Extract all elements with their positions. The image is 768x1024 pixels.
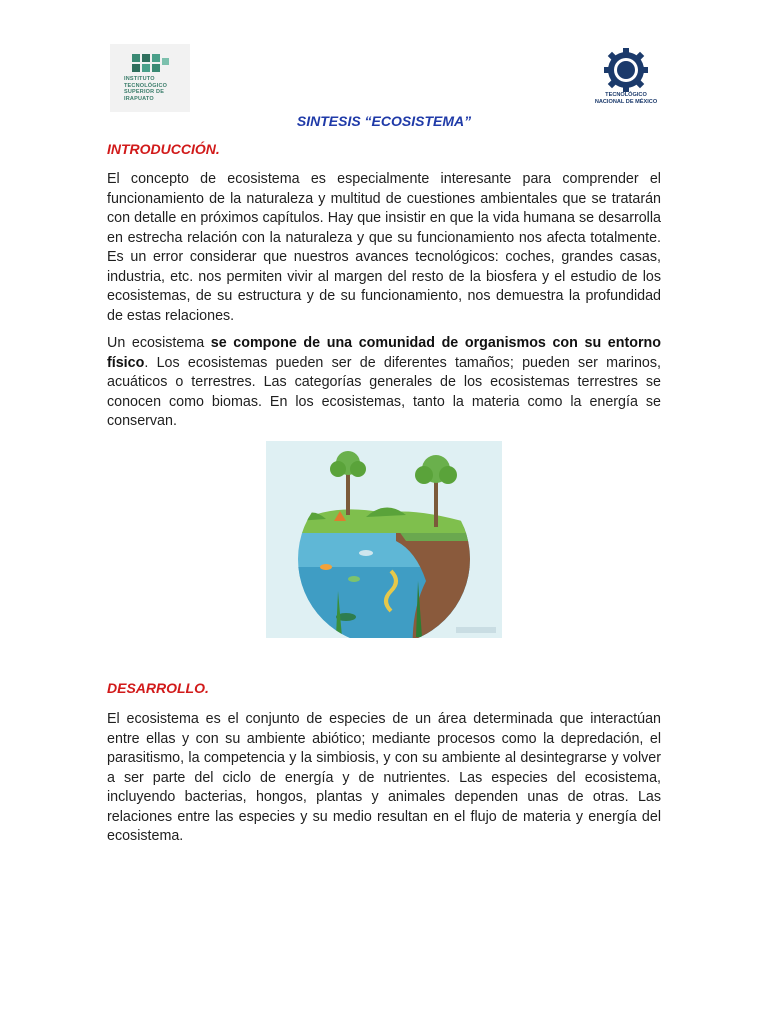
- itsi-cube-icon: [128, 52, 172, 74]
- tecnm-line2: NACIONAL DE MÉXICO: [594, 98, 658, 105]
- tecnm-logo-text: [580, 92, 672, 105]
- tecnm-logo: [580, 48, 672, 110]
- intro-paragraph: El concepto de ecosistema es especialmente interesante para comprender el funcionamiento de la naturaleza y multitud de cuestiones ambientales que se tratarán con detalle en próximos capítulos. Hay que insistir en que la vida humana se desarrolla en estrecha relación con la naturaleza y que su funcionamiento nos afecta totalmente. Es un error considerar que nuestros avances tecnológicos: coches, grandes casas, industria, etc. nos permiten vivir al margen del resto de la biosfera y el estudio de los ecosistemas, de su estructura y de su funcionamiento, nos demuestra la profundidad de estas relaciones.: [107, 171, 661, 324]
- definition-paragraph: [107, 334, 661, 432]
- development-paragraph: El ecosistema es el conjunto de especies de un área determinada que interactúan entre ellas y con su ambiente abiótico; mediante procesos como la depredación, el parasitismo, la competencia y la simbiosis, y con su ambiente al desintegrarse y volver a ser parte del ciclo de energía y de nutrientes. Las especies del ecosistema, incluyendo bacterias, hongos, plantas y animales dependen unas de otras. Las relaciones entre las especies y su medio resultan en el flujo de materia y energía del ecosistema.: [107, 711, 661, 844]
- tecnm-line1: TECNOLÓGICO: [605, 92, 647, 98]
- gear-emblem-icon: [602, 48, 650, 92]
- ecosystem-illustration: [266, 441, 502, 638]
- development-heading: DESARROLLO.: [107, 680, 209, 696]
- definition-bold-text: se compone de una comunidad de organismos con su entorno físico: [107, 335, 661, 371]
- itsi-logo: [110, 44, 190, 112]
- definition-text-start: Un ecosistema: [107, 335, 211, 351]
- itsi-logo-text: INSTITUTO TECNOLÓGICO SUPERIOR DE IRAPUATO: [124, 76, 168, 102]
- intro-heading: INTRODUCCIÓN.: [107, 141, 220, 157]
- ecosystem-image: [266, 441, 502, 638]
- document-title: SINTESIS “ECOSISTEMA”: [296, 113, 472, 129]
- definition-text-end: . Los ecosistemas pueden ser de diferentes tamaños; pueden ser marinos, acuáticos o terrestres. Las categorías generales de los ecosistemas terrestres se conocen como biomas. En los ecosistemas, tanto la materia como la energía se conservan.: [107, 354, 661, 429]
